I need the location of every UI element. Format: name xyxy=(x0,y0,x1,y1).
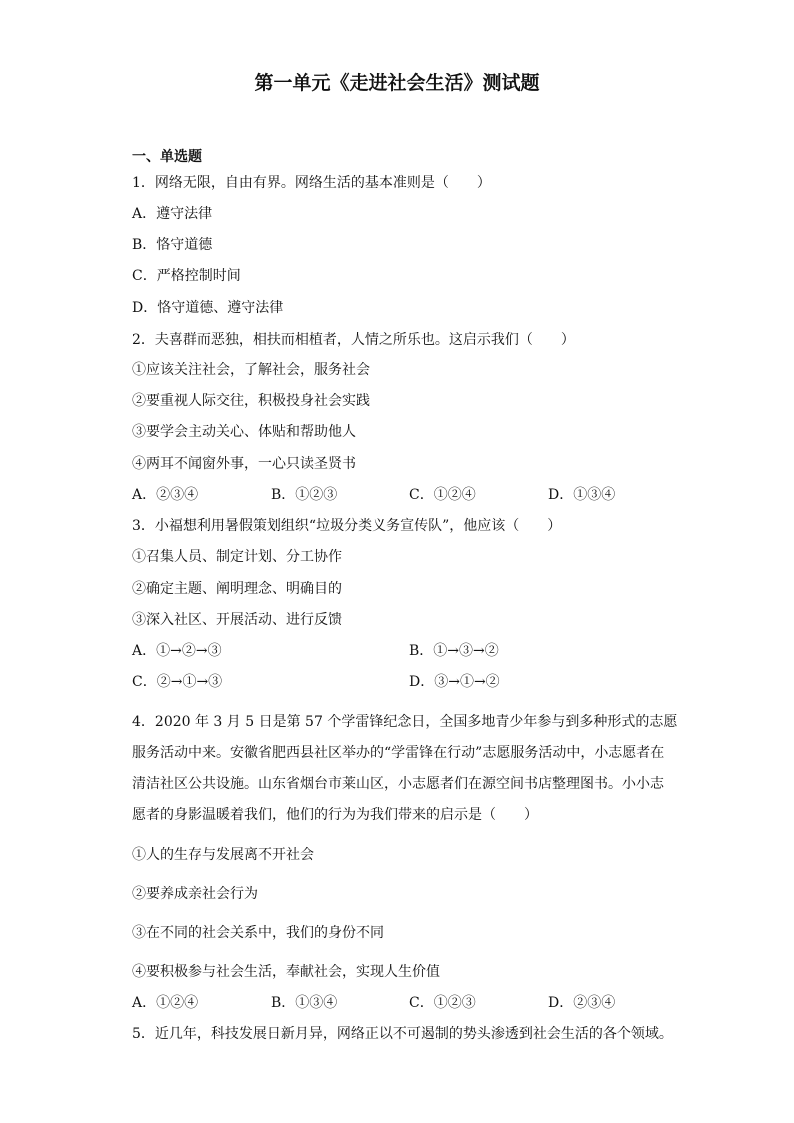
question-5-stem: 5．近几年，科技发展日新月异，网络正以不可遏制的势头渗透到社会生活的各个领域。 xyxy=(132,1026,673,1042)
q4-statement: ②要养成亲社会行为 xyxy=(132,886,258,902)
question-1-stem: 1．网络无限，自由有界。网络生活的基本准则是（ ） xyxy=(132,175,491,191)
q1-option-d: D．恪守道德、遵守法律 xyxy=(132,300,284,316)
q4-option-c: C．①②③ xyxy=(409,995,476,1011)
q1-option-b: B．恪守道德 xyxy=(132,237,213,253)
q4-statement: ④要积极参与社会生活，奉献社会，实现人生价值 xyxy=(132,964,440,980)
question-4-stem-line: 服务活动中来。安徽省肥西县社区举办的“学雷锋在行动”志愿服务活动中，小志愿者在 xyxy=(132,745,665,761)
q4-option-d: D．②③④ xyxy=(548,995,616,1011)
q3-option-d: D．③→①→② xyxy=(409,674,500,690)
q3-option-b: B．①→③→② xyxy=(409,643,499,659)
q4-statement: ①人的生存与发展离不开社会 xyxy=(132,847,314,863)
q2-option-d: D．①③④ xyxy=(548,487,616,503)
question-2-stem: 2．夫喜群而恶独，相扶而相植者，人情之所乐也。这启示我们（ ） xyxy=(132,332,575,348)
q4-option-b: B．①③④ xyxy=(271,995,338,1011)
q2-statement: ④两耳不闻窗外事，一心只读圣贤书 xyxy=(132,456,356,472)
q2-statement: ①应该关注社会，了解社会，服务社会 xyxy=(132,362,370,378)
q2-statement: ②要重视人际交往，积极投身社会实践 xyxy=(132,393,370,409)
q2-option-b: B．①②③ xyxy=(271,487,338,503)
question-4-stem-line: 4．2020 年 3 月 5 日是第 57 个学雷锋纪念日，全国多地青少年参与到多种形式的志愿 xyxy=(132,714,678,730)
q4-option-a: A．①②④ xyxy=(132,995,199,1011)
section-heading: 一、单选题 xyxy=(132,149,202,165)
q3-option-a: A．①→②→③ xyxy=(132,643,222,659)
q1-option-c: C．严格控制时间 xyxy=(132,268,241,284)
q2-option-a: A．②③④ xyxy=(132,487,199,503)
q1-option-a: A．遵守法律 xyxy=(132,206,213,222)
q4-statement: ③在不同的社会关系中，我们的身份不同 xyxy=(132,925,384,941)
q3-statement: ①召集人员、制定计划、分工协作 xyxy=(132,549,342,565)
page-title: 第一单元《走进社会生活》测试题 xyxy=(254,72,540,94)
question-3-stem: 3．小福想利用暑假策划组织“垃圾分类义务宣传队”，他应该（ ） xyxy=(132,518,562,534)
q3-statement: ③深入社区、开展活动、进行反馈 xyxy=(132,612,342,628)
q2-statement: ③要学会主动关心、体贴和帮助他人 xyxy=(132,424,356,440)
q3-option-c: C．②→①→③ xyxy=(132,674,223,690)
question-4-stem-line: 愿者的身影温暖着我们，他们的行为为我们带来的启示是（ ） xyxy=(132,807,538,823)
question-4-stem-line: 清洁社区公共设施。山东省烟台市莱山区，小志愿者们在源空间书店整理图书。小小志 xyxy=(132,776,664,792)
q3-statement: ②确定主题、阐明理念、明确目的 xyxy=(132,581,342,597)
q2-option-c: C．①②④ xyxy=(409,487,476,503)
